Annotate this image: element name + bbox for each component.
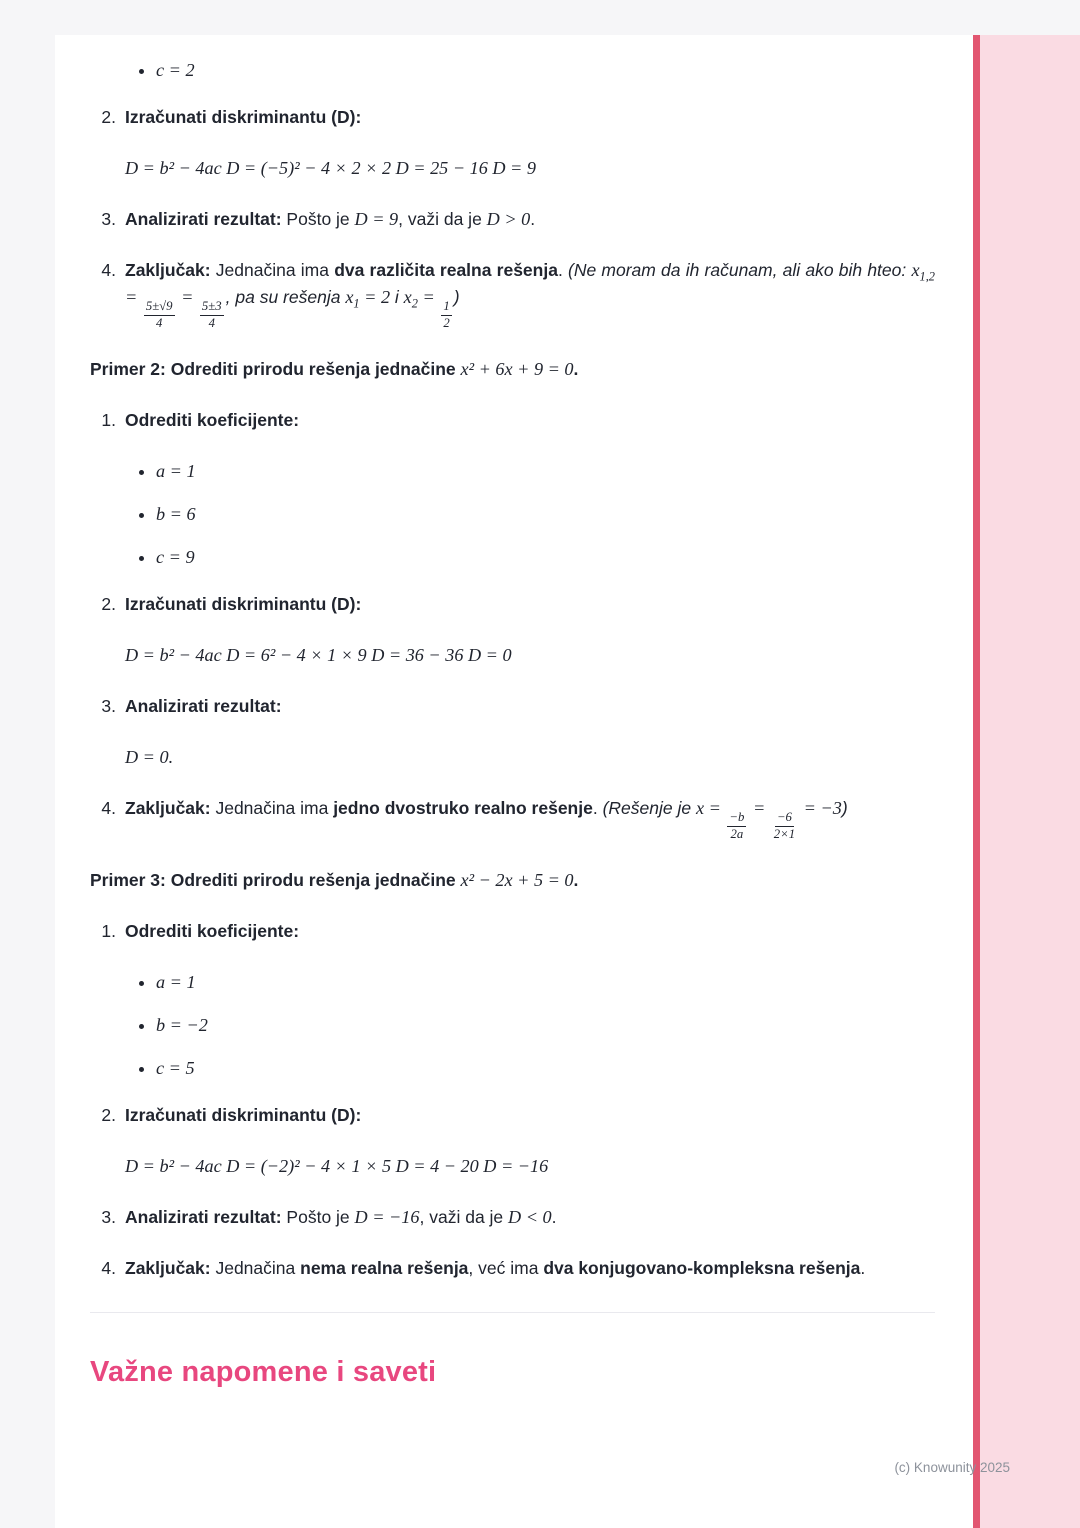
text-run: . (592, 797, 603, 818)
text-run: . (551, 1206, 557, 1227)
step-body (125, 1255, 935, 1282)
bold-run: Primer 2: Odrediti prirodu rešenja jednačine (90, 358, 461, 379)
text-run: Pošto je (281, 1206, 355, 1227)
numerator: 5±√9 (144, 299, 175, 316)
bold-run: Zaključak: (125, 797, 211, 818)
math-inline: a = 1 (156, 460, 196, 481)
math-inline: x² − 2x + 5 = 0 (460, 869, 574, 890)
bold-run: jedno dvostruko realno rešenje (333, 797, 593, 818)
bold-run: dva konjugovano-kompleksna rešenja (543, 1257, 861, 1278)
math-formula: D = b² − 4ac D = 6² − 4 × 1 × 9 D = 36 − 36 D = 0 (125, 644, 512, 665)
step-body (125, 795, 935, 843)
denominator: 2×1 (773, 826, 796, 841)
math-op: = (125, 287, 142, 307)
step-body (125, 1102, 935, 1129)
step-item (90, 1255, 935, 1282)
step-body (125, 407, 935, 434)
math-inline: c = 9 (156, 546, 195, 567)
section-divider (90, 1312, 935, 1313)
math-block (125, 155, 935, 182)
math-inline: c = 5 (156, 1057, 195, 1078)
math-block (125, 1153, 935, 1180)
text-run: Jednačina ima (210, 797, 334, 818)
coefficient-list-primer1 (90, 57, 935, 84)
step-item (90, 918, 935, 945)
math-inline: x² + 6x + 9 = 0 (460, 358, 574, 379)
fraction (200, 299, 224, 332)
list-item (156, 544, 935, 571)
step-item (90, 104, 935, 131)
step-item (90, 407, 935, 434)
numerator: −6 (775, 810, 794, 827)
step-number: 3. (101, 1206, 116, 1227)
step-item (90, 257, 935, 332)
bold-run: Izračunati diskriminantu (D): (125, 1104, 362, 1125)
bold-run: Zaključak: (125, 1257, 211, 1278)
step-number: 2. (101, 593, 116, 614)
bold-run: dva različita realna rešenja (334, 260, 558, 280)
math-op: = (417, 287, 440, 307)
math-inline: b = −2 (156, 1014, 208, 1035)
pink-margin-band (980, 35, 1080, 1528)
math-var: x (403, 287, 412, 307)
step-item (90, 795, 935, 843)
math-op: = 2 (359, 287, 391, 307)
math-formula: D = 0. (125, 746, 174, 767)
text-run: . (530, 209, 536, 229)
italic-run: , pa su rešenja (225, 287, 346, 307)
math-inline: a = 1 (156, 971, 196, 992)
math-formula: D = b² − 4ac D = (−2)² − 4 × 1 × 5 D = 4 − 20 D = −16 (125, 1155, 549, 1176)
fraction (441, 299, 451, 332)
step-body (125, 206, 935, 233)
fraction (144, 299, 175, 332)
italic-run: (Rešenje je (602, 797, 696, 818)
math-inline: D < 0 (508, 1206, 552, 1227)
step-body (125, 693, 935, 720)
step-number: 1. (101, 409, 116, 430)
italic-run: i (390, 287, 404, 307)
numerator: 5±3 (200, 299, 224, 316)
text-run: Pošto je (281, 209, 355, 229)
math-block (125, 744, 935, 771)
step-body (125, 1204, 935, 1231)
denominator: 2 (443, 315, 450, 330)
step-item (90, 206, 935, 233)
math-inline: c = 2 (156, 60, 195, 80)
bold-run: Analizirati rezultat: (125, 695, 282, 716)
denominator: 2a (730, 826, 744, 841)
bold-run: Analizirati rezultat: (125, 1206, 282, 1227)
math-op: = −3 (799, 797, 842, 818)
document-page (55, 35, 975, 1528)
bold-run: Zaključak: (125, 260, 211, 280)
math-inline: D > 0 (486, 209, 531, 229)
list-item (156, 969, 935, 996)
watermark-credit: (c) Knowunity 2025 (894, 1460, 1010, 1475)
list-item (156, 501, 935, 528)
step-item (90, 1102, 935, 1129)
primer3-heading (90, 867, 935, 894)
math-op: = (704, 797, 726, 818)
step-number: 4. (101, 1257, 116, 1278)
bold-run: Izračunati diskriminantu (D): (125, 593, 362, 614)
bold-run: Primer 3: Odrediti prirodu rešenja jednačine (90, 869, 461, 890)
text-run: Jednačina (210, 1257, 301, 1278)
notes-section-title: Važne napomene i saveti (90, 1355, 437, 1388)
math-block (125, 642, 935, 669)
math-formula: D = b² − 4ac D = (−5)² − 4 × 2 × 2 D = 25 − 16 D = 9 (125, 158, 536, 178)
step-body (125, 257, 935, 332)
step-number: 2. (101, 1104, 116, 1125)
list-item (156, 57, 935, 84)
math-inline (403, 287, 454, 330)
italic-run: (Ne moram da ih računam, ali ako bih hteo: (568, 260, 912, 280)
math-inline (345, 287, 391, 311)
step-item (90, 693, 935, 720)
step-number: 2. (101, 107, 116, 127)
numerator: −b (727, 810, 746, 827)
pink-margin-line (973, 35, 980, 1528)
step-number: 1. (101, 920, 116, 941)
primer2-heading (90, 356, 935, 383)
subscript: 2 (411, 296, 418, 311)
fraction (727, 810, 746, 843)
bold-run: . (573, 869, 579, 890)
list-item (156, 1012, 935, 1039)
math-var: x (911, 260, 920, 280)
math-op: = (748, 797, 770, 818)
text-run: , važi da je (398, 209, 487, 229)
list-item (156, 1055, 935, 1082)
italic-run: ) (453, 287, 460, 307)
coefficient-list-primer3 (90, 969, 935, 1082)
math-inline: D = −16 (354, 1206, 420, 1227)
text-run: , već ima (468, 1257, 544, 1278)
step-body (125, 918, 935, 945)
step-number: 3. (101, 695, 116, 716)
step-number: 4. (101, 260, 116, 280)
step-number: 3. (101, 209, 116, 229)
math-inline: D = 9 (354, 209, 399, 229)
bold-run: . (573, 358, 579, 379)
denominator: 4 (156, 315, 163, 330)
step-item (90, 591, 935, 618)
text-run: . (557, 260, 569, 280)
italic-run: ) (841, 797, 848, 818)
math-op: = (176, 287, 198, 307)
subscript: 1,2 (919, 269, 935, 284)
text-run: Jednačina ima (210, 260, 335, 280)
bold-run: Odrediti koeficijente: (125, 920, 300, 941)
numerator: 1 (441, 299, 451, 316)
step-item (90, 1204, 935, 1231)
math-var: x (695, 797, 705, 818)
math-var: x (345, 287, 354, 307)
bold-run: Analizirati rezultat: (125, 209, 282, 229)
math-inline: b = 6 (156, 503, 196, 524)
subscript: 1 (353, 296, 360, 311)
step-number: 4. (101, 797, 116, 818)
step-body (125, 104, 935, 131)
bold-run: nema realna rešenja (300, 1257, 469, 1278)
text-run: , važi da je (419, 1206, 509, 1227)
step-body (125, 591, 935, 618)
bold-run: Izračunati diskriminantu (D): (125, 107, 362, 127)
coefficient-list-primer2 (90, 458, 935, 571)
list-item (156, 458, 935, 485)
bold-run: Odrediti koeficijente: (125, 409, 300, 430)
denominator: 4 (208, 315, 215, 330)
text-run: . (860, 1257, 866, 1278)
fraction (772, 810, 797, 843)
